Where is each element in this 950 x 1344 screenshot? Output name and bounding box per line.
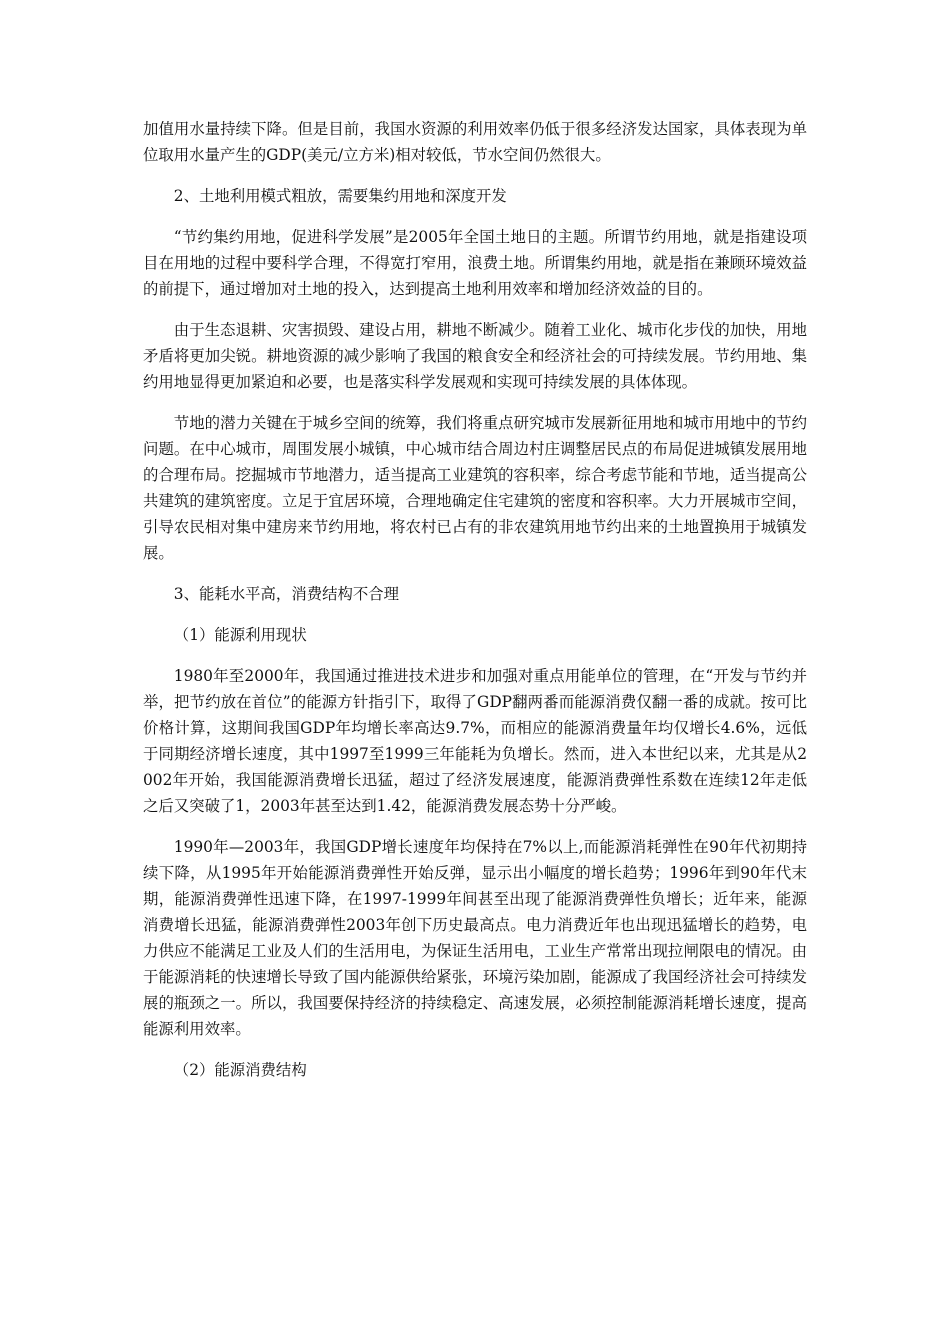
subheading-energy-status: （1）能源利用现状	[173, 626, 307, 644]
paragraph-energy-1990-2003: 1990年—2003年，我国GDP增长速度年均保持在7%以上,而能源消耗弹性在90年代初期持续下降，从1995年开始能源消费弹性开始反弹，显示出小幅度的增长趋势；1996年到90年代末期，能源消费弹性迅速下降，在1997-1999年间甚至出现了能源消费弹性负增长；近年来，能源消费增长迅猛，能源消费弹性2003年创下历史最高点。电力消费近年也出现迅猛增长的趋势，电力供应不能满足工业及人们的生活用电，为保证生活用电，工业生产常常出现拉闸限电的情况。由于能源消耗的快速增长导致了国内能源供给紧张，环境污染加剧，能源成了我国经济社会可持续发展的瓶颈之一。所以，我国要保持经济的持续稳定、高速发展，必须控制能源消耗增长速度，提高能源利用效率。	[143, 838, 807, 1038]
paragraph-farmland-decrease: 由于生态退耕、灾害损毁、建设占用，耕地不断减少。随着工业化、城市化步伐的加快，用地矛盾将更加尖锐。耕地资源的减少影响了我国的粮食安全和经济社会的可持续发展。节约用地、集约用地显得更加紧迫和必要，也是落实科学发展观和实现可持续发展的具体体现。	[143, 321, 807, 391]
paragraph-water-efficiency: 加值用水量持续下降。但是目前，我国水资源的利用效率仍低于很多经济发达国家，具体表现为单位取用水量产生的GDP(美元/立方米)相对较低，节水空间仍然很大。	[143, 120, 807, 164]
paragraph-land-day-theme: “节约集约用地，促进科学发展”是2005年全国土地日的主题。所谓节约用地，就是指建设项目在用地的过程中要科学合理，不得宽打窄用，浪费土地。所谓集约用地，就是指在兼顾环境效益的前提下，通过增加对土地的投入，达到提高土地利用效率和增加经济效益的目的。	[143, 228, 807, 298]
section-heading-land-use: 2、土地利用模式粗放，需要集约用地和深度开发	[173, 187, 507, 205]
paragraph-energy-1980-2000: 1980年至2000年，我国通过推进技术进步和加强对重点用能单位的管理，在“开发与节约并举，把节约放在首位”的能源方针指引下，取得了GDP翻两番而能源消费仅翻一番的成就。按可比价格计算，这期间我国GDP年均增长率高达9.7%，而相应的能源消费量年均仅增长4.6%，远低于同期经济增长速度，其中1997至1999三年能耗为负增长。然而，进入本世纪以来，尤其是从2002年开始，我国能源消费增长迅猛，超过了经济发展速度，能源消费弹性系数在连续12年走低之后又突破了1，2003年甚至达到1.42，能源消费发展态势十分严峻。	[143, 667, 807, 815]
section-heading-energy: 3、能耗水平高，消费结构不合理	[173, 585, 400, 603]
paragraph-land-saving-potential: 节地的潜力关键在于城乡空间的统筹，我们将重点研究城市发展新征用地和城市用地中的节约问题。在中心城市，周围发展小城镇，中心城市结合周边村庄调整居民点的布局促进城镇发展用地的合理布局。挖掘城市节地潜力，适当提高工业建筑的容积率，综合考虑节能和节地，适当提高公共建筑的建筑密度。立足于宜居环境，合理地确定住宅建筑的密度和容积率。大力开展城市空间，引导农民相对集中建房来节约用地，将农村已占有的非农建筑用地节约出来的土地置换用于城镇发展。	[143, 414, 807, 562]
document-body	[143, 116, 807, 1098]
subheading-energy-structure: （2）能源消费结构	[173, 1061, 307, 1079]
